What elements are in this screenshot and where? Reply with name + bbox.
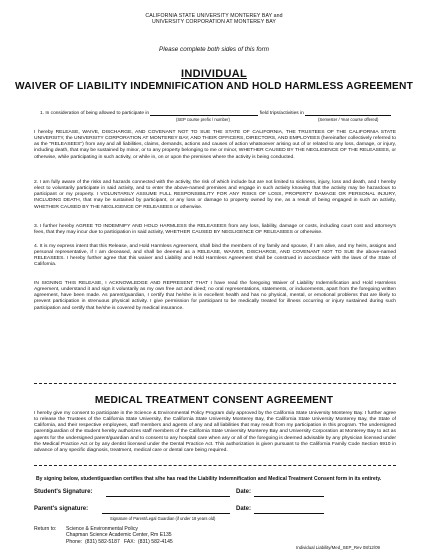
parent-signature-field[interactable]	[102, 513, 230, 514]
item-1-mid-text: field trips/activities in	[259, 111, 304, 116]
course-prefix-caption: (SEP course prefix / number)	[176, 117, 230, 122]
certify-note: By signing below, student/guardian certifies that s/he has read the Liability Indemnification and Medical Treatment Consent form in its entirety.	[36, 476, 382, 482]
paragraph-medical-consent: I hereby give my consent to participate in the Science & Environmental Policy Program duly approved by the California State University Monterey Bay. I further agree to release the Trustees of the California State University, the California State University Monterey Bay, the California State University Monterey Bay, the State of California, and their respective employees, staff members and agents of any and all liabilities that may result from my participation in this program. The undersigned parent/guardian of the student hereby authorizes staff members of the California State University Monterey Bay and University Corporation at Monterey Bay to act as agents for the undersigned parent/guardian and to consent to any hospital care when any or all of the foregoing is deemed advisable by any physician licensed under the Medical Practice Act or by any dentist licensed under the Dental Practice Act. This authorization is given pursuant to the California Family Code Section 6910 in advance of any specific diagnosis, treatment, medical care or dental care being required.	[34, 411, 396, 453]
student-date-field[interactable]	[254, 496, 324, 497]
item-1-lead-text: 1. In consideration of being allowed to participate in	[40, 111, 150, 116]
parent-date-field[interactable]	[254, 513, 324, 514]
university-header	[0, 13, 428, 26]
paragraph-release: I hereby RELEASE, WAIVE, DISCHARGE, AND COVENANT NOT TO SUE THE STATE OF CALIFORNIA, THE TRUSTEES OF THE CALIFORNIA STATE UNIVERSITY, the UNIVERSITY CORPORATION AT MONTEREY BAY, AND THEIR OFFICERS, DIRECTORS, AND EMPLOYEES (hereinafter collectively referred to as the "RELEASEES") from any and all liabilities, claims, demands, actions and causes of action whatsoever arising out of or related to any loss, damage, or injury, including death, that may be sustained by minor, or to any property belonging to me or minor, WHETHER CAUSED BY THE NEGLIGENCE OF THE RELEASEES, or otherwise, while participating in such activity, or while in, on or upon the premises where the activity is being conducted.	[34, 130, 396, 160]
paragraph-binding: 4. It is my express intent that this Release, and Hold Harmless Agreement, shall bind the members of my family and spouse, if I am alive, and my heirs, assigns and personal representative, if I am deceased, and shall be deemed as a RELEASE, WAIVER, DISCHARGE, AND COVENANT NOT TO SUE the above-named RELEASEES. I hereby further agree that this waiver and Liability and Hold Harmless Agreement shall be construed in accordance with the laws of the State of California.	[34, 244, 396, 268]
semester-year-caption: (Semester / Year course offered)	[318, 117, 379, 122]
header-line-2: UNIVERSITY CORPORATION AT MONTEREY BAY	[152, 19, 276, 26]
section-divider-1	[34, 383, 396, 384]
semester-year-field[interactable]	[305, 110, 391, 116]
header-line-1: CALIFORNIA STATE UNIVERSITY MONTEREY BAY and	[145, 13, 283, 19]
student-date-label: Date:	[236, 489, 252, 495]
student-signature-label: Student's Signature:	[34, 489, 93, 495]
paragraph-indemnify: 3. I further hereby AGREE TO INDEMNIFY AND HOLD HARMLESS the RELEASEES from any loss, liability, damage or costs, including court cost and attorney's fees, that they may incur due to participation in said activity, WHETHER CAUSED BY NEGLIGENCE OF RELEASEES or otherwise.	[34, 224, 396, 236]
parent-date-label: Date:	[236, 506, 252, 512]
course-prefix-field[interactable]	[150, 110, 258, 116]
title-waiver: WAIVER OF LIABILITY INDEMNIFICATION AND HOLD HARMLESS AGREEMENT	[14, 81, 414, 92]
paragraph-risks: 2. I am fully aware of the risks and hazards connected with the activity, the risk of which include but are not limited to sickness, injury, loss and death, and I hereby elect to voluntarily participate in said activity, and to enter the above-named premises and engage in such activity knowing that the activity may be hazardous to participant or my property. I VOLUNTARILY ASSUME FULL RESPONSIBILITY FOR ANY RISKS OF LOSS, PROPERTY DAMAGE OR PERSONAL INJURY, INCLUDING DEATH, that may be sustained by participant, or any loss or damage to property owned by me, as a result of being engaged in such an activity, WHETHER CAUSED BY THE NEGLIGENCE OF RELEASEES or otherwise.	[34, 180, 396, 210]
complete-both-sides-note: Please complete both sides of this form	[159, 46, 269, 53]
parent-signature-label: Parent's signature:	[34, 506, 89, 512]
title-medical-treatment: MEDICAL TREATMENT CONSENT AGREEMENT	[94, 395, 334, 406]
return-line-3: Phone: (831) 582-5187 FAX: (831) 582-4145	[66, 538, 173, 545]
return-to-label: Return to:	[34, 526, 57, 532]
student-signature-field[interactable]	[106, 496, 230, 497]
form-revision-id: Individual Liability/Med_SEP_Rev 08/12/09	[296, 545, 380, 550]
parent-signature-caption: Signature of Parent/Legal Guardian (if under 18 years old)	[110, 516, 216, 521]
return-line-1: Science & Environmental Policy	[66, 526, 138, 532]
return-to-address	[66, 526, 173, 545]
item-1-fill-row	[40, 110, 400, 116]
title-individual: INDIVIDUAL	[181, 68, 247, 80]
return-to-block	[34, 526, 56, 532]
return-line-2: Chapman Science Academic Center, Rm E135	[66, 532, 172, 539]
paragraph-acknowledge: IN SIGNING THIS RELEASE, I ACKNOWLEDGE AND REPRESENT THAT I have read the foregoing Waiver of Liability Indemnification and Hold Harmless Agreement, understand it and sign it voluntarily as my own free act and deed; no oral representations, statements, or inducements, apart from the foregoing written agreement, have been made. As parent/guardian, I certify that he/she is in excellent health and has no physical, mental, or emotional problems that are likely to prevent participation in strenuous physical activity. I give permission for participant to be medically treated for illness occurring or injury sustained during such participation and certify that he/she is covered by medical insurance.	[34, 281, 396, 311]
section-divider-2	[34, 465, 396, 466]
